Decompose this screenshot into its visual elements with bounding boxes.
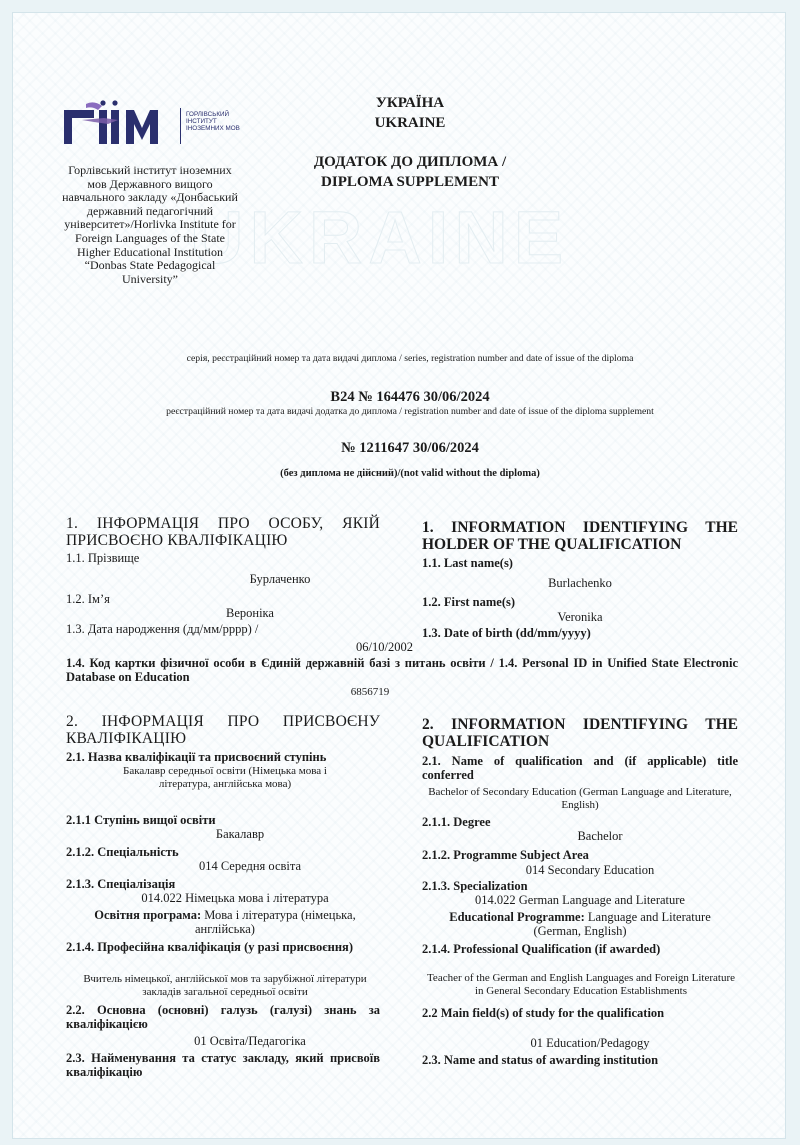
section1-title-uk: 1. ІНФОРМАЦІЯ ПРО ОСОБУ, ЯКІЙ ПРИСВОЄНО КВАЛІФІКАЦІЮ	[66, 515, 380, 549]
institution-name: Горлівський інститут іноземних мов Державного вищого навчального закладу «Донбаський державний педагогічний університет»/Horlivka Institute for Foreign Languages of the State Higher Educational Institution “Donbas State Pedagogical University”	[62, 163, 238, 286]
awarding-institution-label-uk: 2.3. Найменування та статус закладу, який присвоїв кваліфікацію	[66, 1051, 380, 1079]
section1-title-en: 1. INFORMATION IDENTIFYING THE HOLDER OF THE QUALIFICATION	[422, 519, 738, 553]
diploma-number: В24 № 164476 30/06/2024	[330, 389, 490, 405]
last-name-label-en: 1.1. Last name(s)	[422, 556, 513, 570]
validity-note: (без диплома не дійсний)/(not valid without the diploma)	[280, 468, 540, 479]
doc-title-en: DIPLOMA SUPPLEMENT	[321, 174, 499, 190]
watermark: UKRAINE	[190, 196, 570, 279]
awarding-institution-label-en: 2.3. Name and status of awarding institution	[422, 1053, 659, 1067]
subject-area-uk: 014 Середня освіта	[198, 859, 302, 873]
prof-qualification-en: Teacher of the German and English Languages and Foreign Literature in General Secondary Education Establishments	[426, 972, 736, 997]
field-of-study-label-uk: 2.2. Основна (основні) галузь (галузі) знань за кваліфікацією	[66, 1003, 380, 1031]
supplement-caption: реєстраційний номер та дата видачі додатка до диплома / registration number and date of issue of the diploma supplement	[166, 406, 654, 417]
programme-label-en: Educational Programme:	[449, 910, 585, 924]
specialization-label-en: 2.1.3. Specialization	[422, 879, 528, 893]
first-name-uk: Вероніка	[226, 606, 274, 620]
field-of-study-en: 01 Education/Pedagogy	[530, 1036, 650, 1050]
programme-value-en: Language and Literature (German, English)	[533, 910, 711, 938]
personal-id-label: 1.4. Код картки фізичної особи в Єдиній державній базі з питань освіти / 1.4. Personal ID in Unified State Electronic Database on Education	[66, 656, 738, 684]
country-uk: УКРАЇНА	[375, 95, 445, 111]
specialization-uk: 014.022 Німецька мова і література	[141, 891, 329, 905]
country-en: UKRAINE	[374, 115, 446, 131]
specialization-en: 014.022 German Language and Literature	[475, 893, 685, 907]
degree-label-en: 2.1.1. Degree	[422, 815, 491, 829]
first-name-label-en: 1.2. First name(s)	[422, 595, 516, 609]
degree-en: Bachelor	[577, 829, 623, 843]
dob-value: 06/10/2002	[356, 640, 413, 654]
programme-label-uk: Освітня програма:	[94, 908, 202, 922]
personal-id-value: 6856719	[350, 686, 390, 698]
degree-uk: Бакалавр	[215, 827, 265, 841]
prof-qualification-uk: Вчитель німецької, англійської мов та зарубіжної літератури закладів загальної середньої освіти	[83, 973, 367, 998]
logo-caption: ГОРЛІВСЬКИЙ ІНСТИТУТ ІНОЗЕМНИХ МОВ	[186, 111, 240, 132]
dob-label-uk: 1.3. Дата народження (дд/мм/рррр) /	[66, 622, 259, 636]
supplement-number: № 1211647 30/06/2024	[341, 440, 479, 456]
qualification-label-uk: 2.1. Назва кваліфікації та присвоєний ступінь	[66, 750, 327, 764]
last-name-uk: Бурлаченко	[249, 572, 311, 586]
qualification-label-en: 2.1. Name of qualification and (if applicable) title conferred	[422, 754, 738, 782]
prof-qualification-label-uk: 2.1.4. Професійна кваліфікація (у разі присвоєння)	[66, 940, 353, 954]
subject-area-label-en: 2.1.2. Programme Subject Area	[422, 848, 589, 862]
programme-en	[430, 910, 730, 938]
dob-label-en: 1.3. Date of birth (dd/mm/yyyy)	[422, 626, 591, 640]
programme-value-uk: Мова і література (німецька, англійська)	[195, 908, 356, 936]
qualification-uk: Бакалавр середньої освіти (Німецька мова і література, англійська мова)	[123, 765, 327, 790]
specialization-label-uk: 2.1.3. Спеціалізація	[66, 877, 176, 891]
subject-area-en: 014 Secondary Education	[525, 863, 655, 877]
last-name-en: Burlachenko	[548, 576, 612, 590]
diploma-caption: серія, реєстраційний номер та дата видачі диплома / series, registration number and date of issue of the diploma	[186, 353, 634, 364]
prof-qualification-label-en: 2.1.4. Professional Qualification (if awarded)	[422, 942, 661, 956]
section2-title-uk: 2. ІНФОРМАЦІЯ ПРО ПРИСВОЄНУ КВАЛІФІКАЦІЮ	[66, 713, 380, 747]
subject-area-label-uk: 2.1.2. Спеціальність	[66, 845, 179, 859]
first-name-label-uk: 1.2. Ім’я	[66, 592, 110, 606]
qualification-en: Bachelor of Secondary Education (German Language and Literature, English)	[428, 786, 732, 811]
first-name-en: Veronika	[557, 610, 603, 624]
degree-label-uk: 2.1.1 Ступінь вищої освіти	[66, 813, 216, 827]
field-of-study-uk: 01 Освіта/Педагогіка	[194, 1034, 306, 1048]
section2-title-en: 2. INFORMATION IDENTIFYING THE QUALIFICATION	[422, 716, 738, 750]
last-name-label-uk: 1.1. Прізвище	[66, 551, 140, 565]
field-of-study-label-en: 2.2 Main field(s) of study for the qualification	[422, 1006, 665, 1020]
doc-title-uk: ДОДАТОК ДО ДИПЛОМА /	[313, 154, 507, 170]
programme-uk	[70, 908, 380, 936]
